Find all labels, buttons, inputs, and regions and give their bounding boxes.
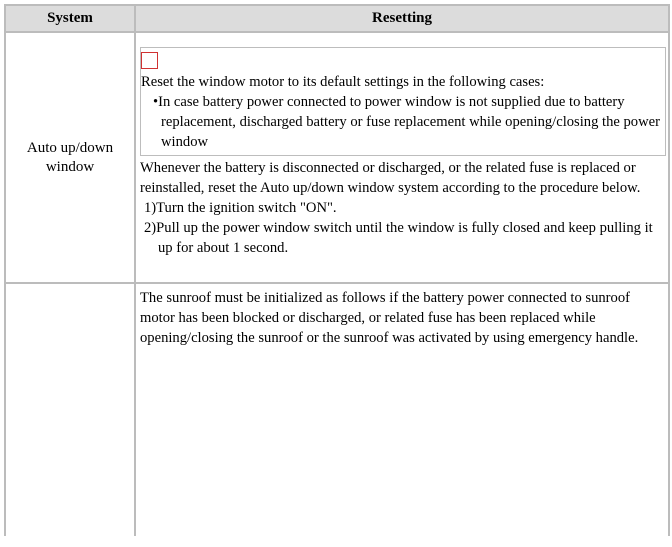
warning-box-icon bbox=[141, 52, 158, 69]
notice-intro: Reset the window motor to its default settings in the following cases: bbox=[141, 74, 545, 90]
resetting-cell-sunroof bbox=[135, 283, 669, 536]
table-row bbox=[5, 283, 669, 536]
resetting-table bbox=[4, 4, 670, 536]
header-row bbox=[5, 5, 669, 32]
system-cell-sunroof bbox=[5, 283, 135, 536]
notice-box bbox=[140, 47, 666, 156]
procedure-step-2: 2)Pull up the power window switch until the window is fully closed and keep pulling it up for about 1 second. bbox=[144, 220, 653, 256]
system-label: Auto up/down window bbox=[26, 139, 114, 175]
system-cell-auto-window bbox=[5, 32, 135, 283]
table-row bbox=[5, 32, 669, 283]
notice-bullet: •In case battery power connected to power window is not supplied due to battery replacement, discharged battery or fuse replacement while opening/closing the power window bbox=[153, 94, 660, 150]
procedure-intro: Whenever the battery is disconnected or discharged, or the related fuse is replaced or reinstalled, reset the Auto up/down window system according to the procedure below. bbox=[140, 160, 641, 196]
procedure-step-1: 1)Turn the ignition switch "ON". bbox=[144, 200, 337, 216]
resetting-cell-auto-window bbox=[135, 32, 669, 283]
header-resetting: Resetting bbox=[135, 5, 669, 32]
header-system: System bbox=[5, 5, 135, 32]
sunroof-description: The sunroof must be initialized as follows if the battery power connected to sunroof motor has been blocked or discharged, or related fuse has been replaced while opening/closing the sunroof or the sunroof was activated by using emergency handle. bbox=[140, 290, 639, 346]
